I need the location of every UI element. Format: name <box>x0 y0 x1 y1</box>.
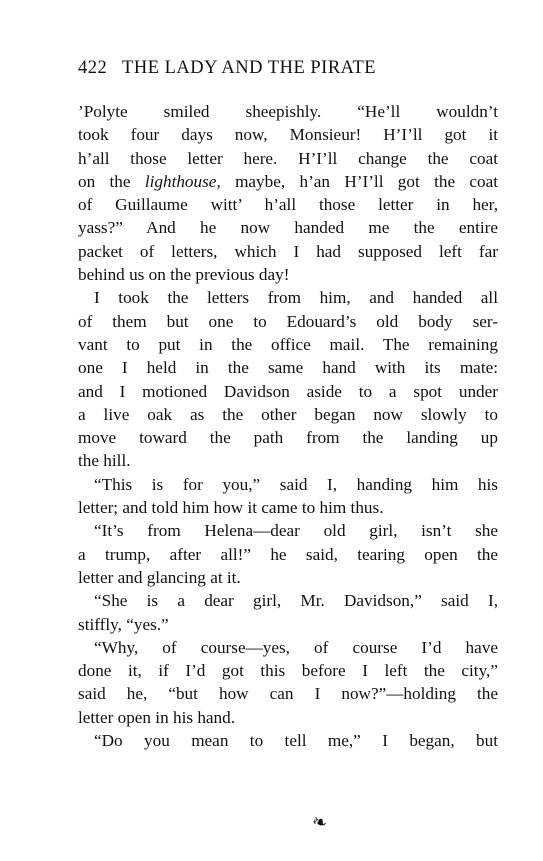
page-number: 422 <box>78 58 108 78</box>
footer-ornament: ❧ <box>309 810 330 834</box>
text-line: move toward the path from the landing up <box>78 428 498 448</box>
text-line-segment: maybe, h’an H’I’ll got the coat <box>220 171 498 191</box>
text-line: and I motioned Davidson aside to a spot under <box>78 381 498 401</box>
body-text <box>78 100 498 752</box>
text-line: done it, if I’d got this before I left the city,” <box>78 661 498 681</box>
text-line: I took the letters from him, and handed all <box>94 288 498 308</box>
text-line: one I held in the same hand with its mate: <box>78 358 498 378</box>
text-line: “Why, of course—yes, of course I’d have <box>94 637 498 657</box>
text-line: yass?” And he now handed me the entire <box>78 218 498 238</box>
text-line: said he, “but how can I now?”—holding the <box>78 684 498 704</box>
text-line: letter; and told him how it came to him thus. <box>78 498 384 518</box>
text-line: h’all those letter here. H’I’ll change the coat <box>78 148 498 168</box>
italic-word: lighthouse, <box>144 171 221 191</box>
text-line: ’Polyte smiled sheepishly. “He’ll wouldn’t <box>78 102 498 121</box>
text-line: took four days now, Monsieur! H’I’ll got it <box>78 125 498 145</box>
text-line: “She is a dear girl, Mr. Davidson,” said I, <box>94 591 498 611</box>
text-line: behind us on the previous day! <box>78 265 290 285</box>
text-line: a live oak as the other began now slowly to <box>78 404 498 424</box>
text-line-with-italic <box>78 170 498 193</box>
text-line: a trump, after all!” he said, tearing open the <box>78 544 498 564</box>
text-line: of them but one to Edouard’s old body ser- <box>78 311 498 331</box>
running-title: THE LADY AND THE PIRATE <box>122 58 377 78</box>
text-line: letter and glancing at it. <box>78 567 241 587</box>
text-line: stiffly, “yes.” <box>78 614 169 634</box>
text-line: “This is for you,” said I, handing him his <box>94 474 498 494</box>
text-line: vant to put in the office mail. The remaining <box>78 334 498 354</box>
page-header <box>78 58 376 79</box>
text-line: the hill. <box>78 451 131 471</box>
text-line-segment: on the <box>78 171 145 191</box>
text-line: of Guillaume witt’ h’all those letter in her, <box>78 195 498 215</box>
text-line: “It’s from Helena—dear old girl, isn’t she <box>94 521 498 541</box>
text-line: letter open in his hand. <box>78 707 236 727</box>
text-line: “Do you mean to tell me,” I began, but <box>94 731 498 751</box>
text-line: packet of letters, which I had supposed left far <box>78 241 498 261</box>
